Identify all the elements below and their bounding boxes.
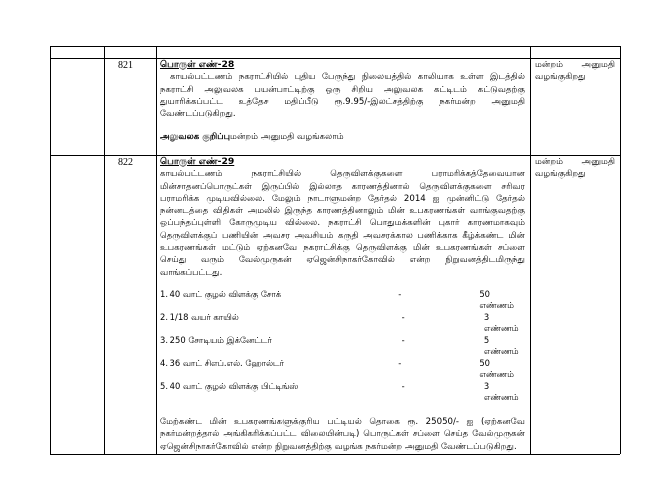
office-note-label: அலுவலக குறிப்பு [160, 132, 231, 143]
item-number: 1. [160, 288, 168, 299]
subject-cell [160, 156, 525, 453]
remark-word: வழங்குகிறது [535, 72, 586, 82]
item-quantity: 5 எண்ணம் [483, 334, 519, 357]
office-note [160, 131, 525, 143]
item-description: 40 வாட் குழல் விளக்கு பிட்டிங்ஸ் [169, 380, 299, 391]
remark-word: அனுமதி [581, 60, 615, 70]
row-number: 821 [118, 60, 133, 71]
list-item [160, 312, 525, 335]
subject-body: காயல்பட்டணம் நகராட்சியில் தெருவிளக்குகளை பராமரிக்கத்தேவையான மின்சாதனப்பொருட்கள் இருப்பில் இல்லாத காரணத்தினால் தெருவிளக்குகளை சரிவர பராமரிக்க முடியவில்லை. மேலும் நாடாளுமன்ற தேர்தல் 2014 ஐ முன்னிட்டு தேர்தல் நன்னடத்தை விதிகள் அமலில் இருந்த காரணத்தினாலும் மின் உபகரணங்கள் வாங்குவதற்கு ஒப்பந்தப்புள்ளி கோருமுடிய வில்லை. நகராட்சி பொதுமக்களின் புகார் காரணமாகவும் தெருவிளக்குப் பணியின் அவசர அவசியம் கருதி அவசரக்கால பணிக்காக கீழ்க்கண்ட மின் உபகரணங்கள் மட்டும் ஏற்கனவே நகராட்சிக்கு தெருவிளக்கு மின் உபகரணங்கள் சப்ளை செய்து வரும் வேல்முருகன் ஏஜென்சிநாகர்கோவில் என்ற நிறுவனத்திடமிருந்து வாங்கப்பட்டது. [160, 169, 525, 278]
item-quantity: 3 எண்ணம் [483, 311, 519, 334]
list-item [160, 358, 525, 381]
remark-word: மன்றம் [535, 157, 564, 167]
item-description: 1/18 வயர் காயில் [169, 311, 239, 322]
item-quantity: 50 எண்ணம் [479, 357, 514, 380]
closing-paragraph: மேற்கண்ட மின் உபகரணங்களுக்குரிய பட்டியல் தொகை ரூ. 25050/- ஐ (ஏற்கனவே நகர்மன்றத்தால் அங்கிகரிக்கப்பட்ட விலையின்படி) பொருட்கள் சப்ளை செய்த வேல்முருகன் ஏஜென்சிநாகர்கோவில் என்ற நிறுவனத்திற்கு வழங்க நகர்மன்ற அனுமதி வேண்டப்படுகிறது. [160, 416, 525, 452]
remark-cell [535, 59, 615, 83]
item-separator: - [401, 380, 405, 391]
row-number: 822 [118, 157, 133, 168]
office-note-text: மன்றம் அனுமதி வழங்கலாம் [230, 132, 344, 143]
item-description: 40 வாட் குழல் விளக்கு சோக் [169, 288, 282, 299]
remark-line [535, 59, 615, 71]
table-left-border [50, 46, 51, 454]
item-number: 5. [160, 380, 168, 391]
item-list [160, 289, 525, 404]
column-divider-remarks [530, 46, 531, 454]
list-item [160, 335, 525, 358]
table-right-border [620, 46, 621, 454]
column-divider-number [104, 46, 105, 454]
remark-word: அனுமதி [581, 157, 615, 167]
item-quantity: 3 எண்ணம் [483, 380, 519, 403]
item-number: 4. [160, 357, 168, 368]
subject-heading: பொருள் எண்-28 [160, 59, 235, 70]
item-separator: - [398, 288, 402, 299]
subject-body: காயல்பட்டணம் நகராட்சியில் புதிய பேருந்து நிலையத்தில் காலியாக உள்ள இடத்தில் நகராட்சி அலுவலக பயன்பாட்டிற்கு ஒரு சிறிய அலுவலக கட்டிடம் கட்டுவதற்கு துயாரிக்கப்பட்ட உத்தேச மதிப்பீடு ரூ.9.95/-இலட்சத்திற்கு நகர்மன்ற அனுமதி வேண்டப்படுகிறது. [160, 72, 525, 120]
remark-word: மன்றம் [535, 60, 564, 70]
item-description: 36 வாட் சிஎப்.எல். ஹோல்டர் [169, 357, 284, 368]
item-number: 2. [160, 311, 168, 322]
item-separator: - [398, 357, 402, 368]
table-top-border [50, 46, 620, 47]
remark-cell [535, 156, 615, 180]
list-item [160, 289, 525, 312]
column-divider-subject [156, 46, 157, 454]
list-item [160, 381, 525, 404]
subject-heading: பொருள் எண்-29 [160, 156, 235, 167]
item-number: 3. [160, 334, 168, 345]
item-quantity: 50 எண்ணம் [479, 288, 514, 311]
item-separator: - [401, 311, 405, 322]
item-separator: - [401, 334, 405, 345]
remark-word: வழங்குகிறது [535, 169, 586, 179]
item-description: 250 சோடியம் இக்னேட்டர் [169, 334, 272, 345]
remark-line [535, 156, 615, 168]
subject-cell [160, 59, 525, 144]
table-bottom-border [50, 454, 620, 455]
